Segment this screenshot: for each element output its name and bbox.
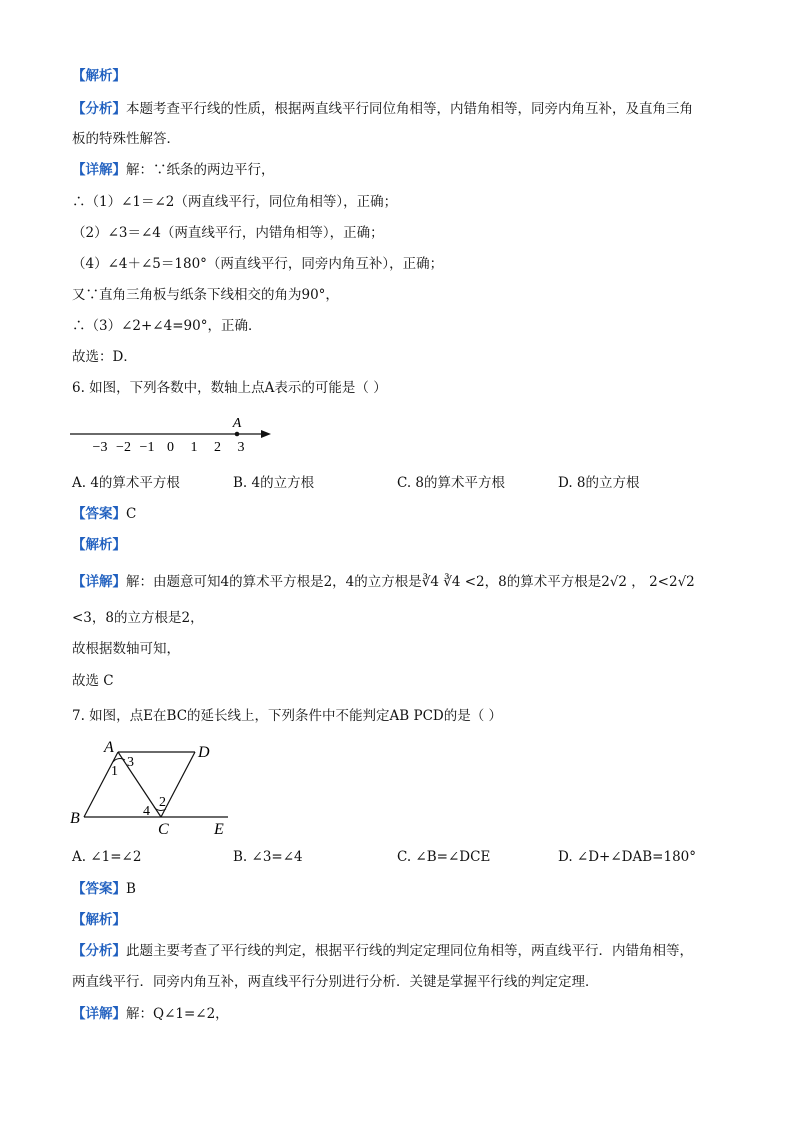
option-b: B. 4的立方根 <box>233 475 315 491</box>
analysis-line: 板的特殊性解答． <box>72 131 180 147</box>
point-a-dot <box>235 432 240 437</box>
option-c: C. ∠B=∠DCE <box>397 849 491 865</box>
detail-line: <3，8的立方根是2， <box>72 610 204 626</box>
detail-line: （4）∠4＋∠5＝180°（两直线平行，同旁内角互补），正确； <box>72 256 444 272</box>
answer-line: 【答案】B <box>72 881 136 897</box>
analysis-line: 【分析】此题主要考查了平行线的判定，根据平行线的判定定理同位角相等，两直线平行．内错角相等， <box>72 943 693 959</box>
segment-dc <box>161 752 195 817</box>
detail-line: ∴（1）∠1＝∠2（两直线平行，同位角相等），正确； <box>72 194 398 210</box>
number-line-tick-label: 3 <box>237 440 245 455</box>
detail-line: 故选 C <box>72 673 114 689</box>
analysis-line: 两直线平行．同旁内角互补，两直线平行分别进行分析．关键是掌握平行线的判定定理． <box>72 974 599 990</box>
question-6-stem: 6. 如图，下列各数中，数轴上点A表示的可能是（ ） <box>72 380 387 396</box>
number-line-tick-label: 1 <box>190 440 198 455</box>
detail-line: 故选：D． <box>72 349 137 365</box>
label-d: D <box>198 744 210 761</box>
detail-line: 故根据数轴可知， <box>72 641 180 657</box>
analysis-heading: 【解析】 <box>72 912 126 928</box>
analysis-heading: 【解析】 <box>72 68 126 84</box>
label-c: C <box>158 821 169 837</box>
number-line-tick-label: −1 <box>139 440 155 455</box>
parallelogram-figure <box>68 735 238 837</box>
arrow-icon <box>261 430 271 438</box>
detail-line: ∴（3）∠2+∠4=90°，正确． <box>72 318 262 334</box>
angle-1-label: 1 <box>111 764 118 779</box>
analysis-line: 【分析】本题考查平行线的性质，根据两直线平行同位角相等，内错角相等，同旁内角互补，及直角三角 <box>72 101 693 117</box>
detail-line: 【详解】解：∵纸条的两边平行， <box>72 162 275 178</box>
angle-3-label: 3 <box>127 755 134 770</box>
angle-2-label: 2 <box>159 795 166 810</box>
point-a-label: A <box>232 416 242 431</box>
angle-4-label: 4 <box>143 804 150 819</box>
label-e: E <box>214 821 224 837</box>
option-d: D. 8的立方根 <box>558 475 640 491</box>
option-a: A. 4的算术平方根 <box>72 475 180 491</box>
answer-line: 【答案】C <box>72 506 137 522</box>
analysis-heading: 【解析】 <box>72 537 126 553</box>
detail-line: 【详解】解：由题意可知4的算术平方根是2，4的立方根是∛4 ∛4 <2，8的算术平方根是2√2 ， 2<2√2 <box>72 574 695 590</box>
number-line-tick-label: 2 <box>214 440 221 455</box>
label-a: A <box>104 739 114 756</box>
option-d: D. ∠D+∠DAB=180° <box>558 849 697 865</box>
number-line-figure <box>70 410 280 456</box>
detail-line: 又∵直角三角板与纸条下线相交的角为90°， <box>72 287 339 303</box>
number-line-tick-label: −3 <box>92 440 108 455</box>
option-c: C. 8的算术平方根 <box>397 475 506 491</box>
number-line-tick-label: −2 <box>116 440 131 455</box>
question-7-stem: 7. 如图，点E在BC的延长线上，下列条件中不能判定AB PCD的是（ ） <box>72 708 503 724</box>
option-a: A. ∠1=∠2 <box>72 849 142 865</box>
number-line-tick-label: 0 <box>167 440 174 455</box>
detail-line: 【详解】解：Q∠1=∠2， <box>72 1006 229 1022</box>
label-b: B <box>70 810 80 827</box>
option-b: B. ∠3=∠4 <box>233 849 303 865</box>
detail-line: （2）∠3＝∠4（两直线平行，内错角相等），正确； <box>72 225 384 241</box>
